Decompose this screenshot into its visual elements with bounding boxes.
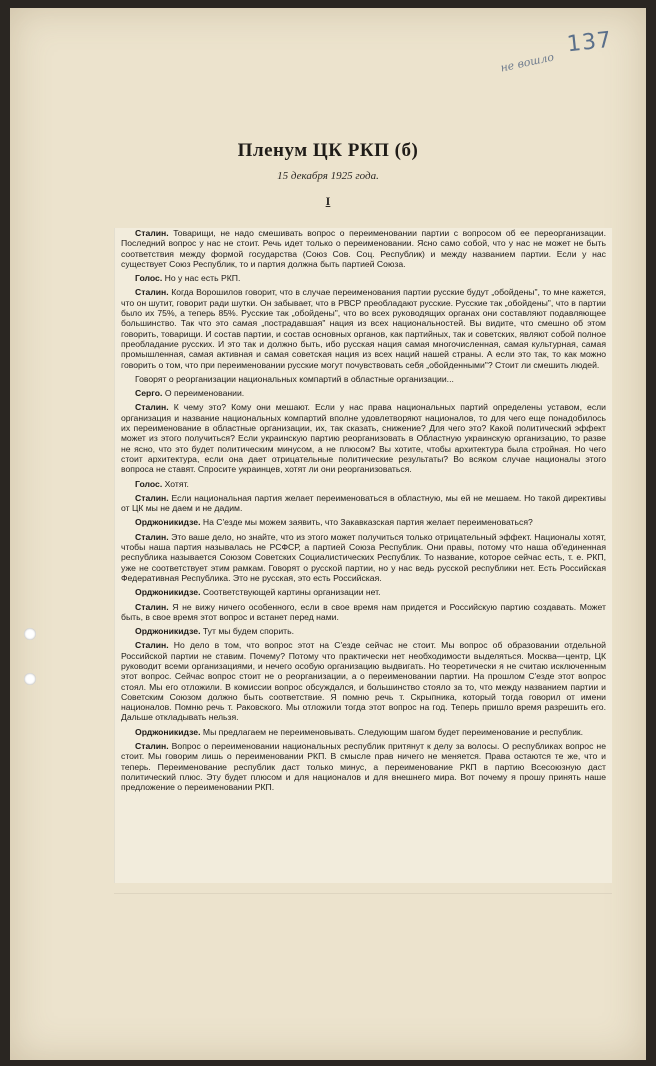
- speech-text: Я не вижу ничего особенного, если в свое время нам придется и Российскую партию создавать. Может быть, в свое время этот вопрос и встанет перед нами.: [121, 601, 606, 622]
- speech-text: О переименовании.: [162, 388, 245, 399]
- speech-text: Тут мы будем спорить.: [200, 626, 295, 637]
- transcript-paragraph: [121, 402, 606, 474]
- speaker-name: Сталин.: [135, 402, 169, 413]
- speaker-name: Орджоникидзе.: [135, 517, 201, 528]
- speech-text: Когда Ворошилов говорит, что в случае переименования партии русские будут „обойдены", то мне кажется, что он шутит, говорит ради шутки. Он забывает, что в РВСР преобладают русские. Русские так „обойдены", что в партии было их 75%, а теперь 85%. Русские так „обойдены", что во всех руководящих органах они составляют подавляющее большинство. Так что это самая „пострадавшая" нация из всех национальностей. Вы видите, что смешно об этом говорить, товарищи. И состав партии, и состав основных органов, как партийных, так и советских, являют собой полное преобладание русских. И это так и должно быть, ибо русская нация самая многочисленная, самая культурная, самая промышленная, самая активная и самая советская нация из всех наций нашей страны. А если это так, то как можно говорить о том, что при переименовании русские могут почувствовать себя „обойденными"? Стоит ли смешить людей.: [121, 287, 606, 370]
- speaker-name: Сталин.: [135, 492, 169, 503]
- archive-page-number: 137: [565, 27, 614, 58]
- speaker-name: Голос.: [135, 273, 163, 284]
- speaker-name: Голос.: [135, 478, 163, 489]
- transcript-paragraph: [121, 374, 606, 384]
- speaker-name: Сталин.: [135, 601, 169, 612]
- punch-hole-icon: [24, 673, 36, 685]
- divider: [114, 893, 612, 894]
- transcript-paragraph: [121, 517, 606, 527]
- speech-text: На С'езде мы можем заявить, что Закавказская партия желает переименоваться?: [200, 517, 533, 528]
- handwritten-note: не вошло: [498, 50, 555, 75]
- speaker-name: Сталин.: [135, 228, 169, 238]
- speech-text: Это ваше дело, но знайте, что из этого может получиться только отрицательный эффект. Националы хотят, чтобы наша партия называлась не РСФСР, а партией Союза Республик. Они правы, потому что наша об'единенная республика называется Союзом Советских Социалистических Республик. То название, которое сейчас есть, т. е. РКП, уже не соответствует этим рамкам. Говорят о русской партии, но у нас ведь русской республики нет. Есть Российская Федеративная Республика. Это не русская, это есть Российская.: [121, 531, 606, 583]
- speaker-name: Сталин.: [135, 741, 169, 752]
- punch-hole-icon: [24, 628, 36, 640]
- transcript-body: [114, 228, 612, 883]
- speech-text: Товарищи, не надо смешивать вопрос о переименовании партии с вопросом об ее переорганизации. Последний вопрос у нас не стоит. Речь идет только о переименовании. Ясно само собой, что у нас не может не быть соответствия между формой государства (Союз Сов. Соц. Республик) и между названием партии. Если у нас существует Союз Республик, то и партия должна быть партией Союза.: [121, 228, 606, 269]
- transcript-paragraph: [121, 273, 606, 283]
- speaker-name: Сталин.: [135, 640, 169, 651]
- speech-text: Говорят о реорганизации национальных компартий в областные организации...: [135, 373, 454, 384]
- speaker-name: Сталин.: [135, 287, 169, 298]
- speech-text: Вопрос о переименовании национальных республик притянут к делу за волосы. О республиках вопрос не стоит. Мы говорим лишь о переименовании РКП. В смысле прав ничего не меняется. Права остаются те же, что и теперь. Переименование республик даст только минус, а переименование РКП в партию Всесоюзную даст политический плюс. Эту будет плюсом и для националов и для внешнего мира. Вот почему я прошу принять наше предложение о переименовании РКП.: [121, 741, 606, 793]
- section-number: I: [325, 194, 331, 208]
- transcript-paragraph: [121, 626, 606, 636]
- speech-text: Соответствующей картины организации нет.: [200, 587, 381, 598]
- transcript-paragraph: [121, 741, 606, 792]
- document-header: [10, 140, 646, 209]
- transcript-paragraph: [121, 287, 606, 369]
- transcript-paragraph: [121, 479, 606, 489]
- speech-text: Если национальная партия желает переименоваться в областную, мы ей не мешаем. Но такой директивы от ЦК мы не даем и не дадим.: [121, 492, 606, 514]
- speech-text: Но дело в том, что вопрос этот на С'езде сейчас не стоит. Мы вопрос об образовании отдельной Российской партии не ставим. Почему? Потому что практически нет необходимости выделяться. Москва—центр, ЦК руководит всеми организациями, и нечего особую организацию выдвигать. Но теоретически я не считаю исключенным этот вопрос. Сейчас вопрос стоит не о реорганизации, а о переименовании партии. На прошлом С'езде этот вопрос стоял. Мы его отложили. В комиссии вопрос обсуждался, и большинство стояло за то, что между названием партии и Советским Союзом должно быть соответствие. Я помню речь т. Скрыпника, который тогда говорил от имени националов. Помню речь т. Раковского. Мы отложили тогда этот вопрос на год. Теперь пришло время разрешить его. Дальше откладывать нельзя.: [121, 640, 606, 723]
- document-date: 15 декабря 1925 года.: [277, 170, 379, 182]
- transcript-paragraph: [121, 727, 606, 737]
- transcript-paragraph: [121, 388, 606, 398]
- speech-text: Но у нас есть РКП.: [162, 273, 241, 284]
- transcript-paragraph: [121, 532, 606, 583]
- transcript-paragraph: [121, 228, 606, 269]
- transcript-paragraph: [121, 602, 606, 623]
- speech-text: Мы предлагаем не переименовывать. Следующим шагом будет переименование и республик.: [200, 726, 584, 737]
- speaker-name: Орджоникидзе.: [135, 626, 201, 637]
- speech-text: Хотят.: [162, 478, 189, 489]
- transcript-paragraph: [121, 640, 606, 722]
- speaker-name: Серго.: [135, 388, 163, 399]
- document-title: Пленум ЦК РКП (б): [237, 140, 419, 161]
- speaker-name: Орджоникидзе.: [135, 587, 201, 598]
- speaker-name: Сталин.: [135, 531, 169, 542]
- document-page: [10, 8, 646, 1060]
- speaker-name: Орджоникидзе.: [135, 726, 201, 737]
- transcript-paragraph: [121, 493, 606, 514]
- speech-text: К чему это? Кому они мешают. Если у нас права национальных партий определены уставом, если организация и название национальных компартий вполне удовлетворяют националов, то для чего еще понадобилось их переименование в областные организации, их, так сказать, снижение? Для чего это? Какой политический эффект может из этого получиться? Если украинскую партию реорганизовать в Областную украинскую организацию, то разве не ясно, что это будет политическим минусом, а не плюсом? Вы хотите, чтобы архитектура была стройная. Но чего стоит архитектура, если она дает отрицательные политические результаты? Во всяком случае националы этого вопроса не ставят. Спросите украинцев, хотят ли они реорганизоваться.: [121, 402, 606, 475]
- transcript-paragraph: [121, 587, 606, 597]
